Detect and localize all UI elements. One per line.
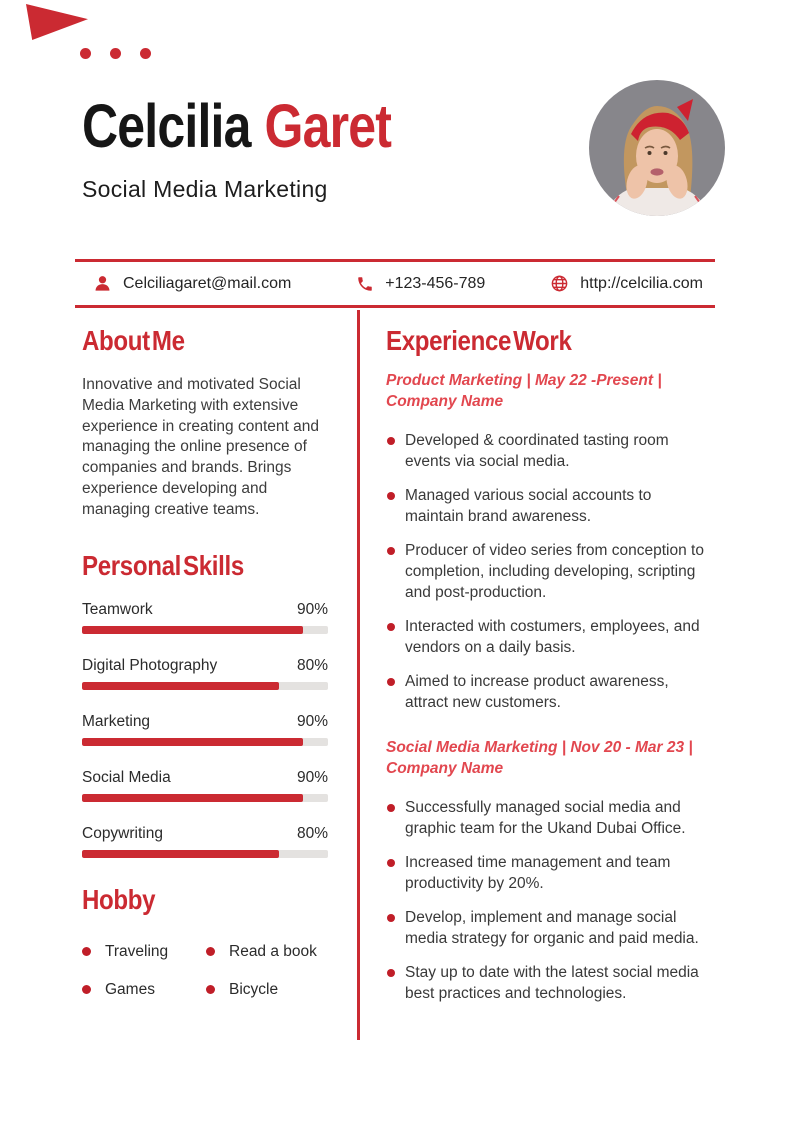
experience-title: Experience Work <box>386 325 572 356</box>
contact-website <box>550 274 703 293</box>
skill-bar-fill <box>82 850 279 858</box>
dot-icon <box>80 48 91 59</box>
bullet-icon <box>82 947 91 956</box>
skill-bar-track <box>82 794 328 802</box>
skill-row <box>82 825 328 858</box>
bullet-icon <box>206 985 215 994</box>
bullet-icon <box>387 678 395 686</box>
bullet-icon <box>387 804 395 812</box>
hobby-label: Games <box>105 980 155 998</box>
corner-ribbon-icon <box>26 4 88 40</box>
skill-label: Marketing <box>82 712 151 730</box>
job-heading: Product Marketing | May 22 -Present | Company Name <box>386 372 662 410</box>
bullet-text: Interacted with costumers, employees, and vendors on a daily basis. <box>405 618 700 656</box>
job-bullet <box>386 540 713 603</box>
skill-percent: 80% <box>296 824 328 842</box>
hobby-label: Traveling <box>105 942 169 960</box>
contact-email <box>93 274 291 293</box>
skill-bar-fill <box>82 738 303 746</box>
job-bullet <box>386 962 713 1004</box>
hobby-label: Read a book <box>229 942 317 960</box>
bullet-text: Developed & coordinated tasting room events via social media. <box>405 432 669 470</box>
bullet-icon <box>206 947 215 956</box>
skill-bar-fill <box>82 794 303 802</box>
hobby-title: Hobby <box>82 883 156 915</box>
skill-bar-fill <box>82 626 303 634</box>
last-name: Garet <box>264 92 392 160</box>
bullet-text: Develop, implement and manage social media strategy for organic and paid media. <box>405 909 699 947</box>
bullet-icon <box>387 914 395 922</box>
job-bullet-list <box>386 430 713 713</box>
skill-label: Social Media <box>82 768 171 786</box>
page-title <box>82 94 391 158</box>
bullet-icon <box>387 623 395 631</box>
hobby-item <box>82 981 206 999</box>
right-column <box>386 322 713 1017</box>
skill-row <box>82 713 328 746</box>
job-bullet <box>386 430 713 472</box>
contact-bar <box>75 259 715 308</box>
three-dots-icon <box>80 48 151 59</box>
job-bullet-list <box>386 797 713 1004</box>
job-bullet <box>386 907 713 949</box>
skill-bar-track <box>82 682 328 690</box>
job-bullet <box>386 852 713 894</box>
skill-label: Teamwork <box>82 600 153 618</box>
skill-label: Copywriting <box>82 824 163 842</box>
column-divider <box>357 310 360 1040</box>
hobby-item <box>206 943 328 961</box>
skill-row <box>82 601 328 634</box>
job-bullet <box>386 671 713 713</box>
left-column <box>82 322 328 999</box>
bullet-text: Aimed to increase product awareness, attract new customers. <box>405 673 669 711</box>
skill-percent: 90% <box>296 600 328 618</box>
about-text: Innovative and motivated Social Media Marketing with extensive experience in creating content and managing the online presence of companies and brands. Brings experience developing and managing creative teams. <box>82 376 319 518</box>
bullet-text: Increased time management and team productivity by 20%. <box>405 854 671 892</box>
hobby-item <box>206 981 328 999</box>
skill-row <box>82 769 328 802</box>
avatar <box>589 80 725 216</box>
skill-bar-track <box>82 626 328 634</box>
hobby-label: Bicycle <box>229 980 279 998</box>
skill-bar-track <box>82 738 328 746</box>
bullet-icon <box>387 547 395 555</box>
hobby-list <box>82 943 328 999</box>
bullet-text: Managed various social accounts to maintain brand awareness. <box>405 487 652 525</box>
skill-label: Digital Photography <box>82 656 218 674</box>
first-name: Celcilia <box>82 92 251 160</box>
skill-percent: 80% <box>296 656 328 674</box>
profile-photo <box>589 80 725 216</box>
bullet-icon <box>387 859 395 867</box>
job-title: Social Media Marketing <box>82 176 328 202</box>
phone-text: +123-456-789 <box>385 274 486 292</box>
skill-bar-fill <box>82 682 279 690</box>
bullet-text: Producer of video series from conception to completion, including developing, scripting and post-production. <box>405 542 704 601</box>
job-bullet <box>386 485 713 527</box>
bullet-icon <box>387 437 395 445</box>
bullet-icon <box>387 492 395 500</box>
contact-phone <box>356 275 485 293</box>
bullet-text: Successfully managed social media and graphic team for the Ukand Dubai Office. <box>405 799 686 837</box>
job-bullet <box>386 797 713 839</box>
globe-icon <box>550 274 569 293</box>
skills-title: Personal Skills <box>82 549 244 581</box>
job-bullet <box>386 616 713 658</box>
website-text: http://celcilia.com <box>580 274 703 292</box>
bullet-icon <box>82 985 91 994</box>
skill-row <box>82 657 328 690</box>
skill-percent: 90% <box>296 768 328 786</box>
hobby-item <box>82 943 206 961</box>
skill-percent: 90% <box>296 712 328 730</box>
skill-bar-track <box>82 850 328 858</box>
skills-list <box>82 601 328 858</box>
dot-icon <box>140 48 151 59</box>
phone-icon <box>356 275 374 293</box>
bullet-text: Stay up to date with the latest social media best practices and technologies. <box>405 964 699 1002</box>
user-icon <box>93 274 112 293</box>
dot-icon <box>110 48 121 59</box>
bullet-icon <box>387 969 395 977</box>
about-title: About Me <box>82 325 185 356</box>
email-text: Celciliagaret@mail.com <box>123 274 292 292</box>
job-heading: Social Media Marketing | Nov 20 - Mar 23 | Company Name <box>386 739 693 777</box>
